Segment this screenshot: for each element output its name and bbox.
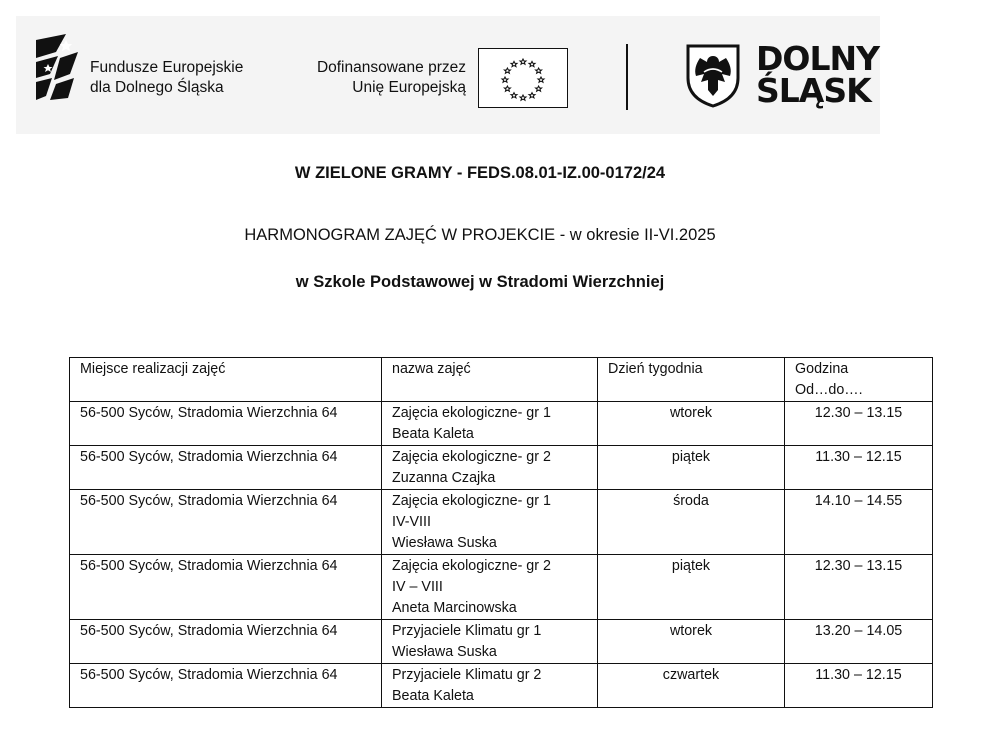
cell-place: 56-500 Syców, Stradomia Wierzchnia 64 bbox=[70, 620, 382, 664]
eu-flag-icon bbox=[478, 48, 568, 108]
cell-name bbox=[382, 620, 598, 664]
cell-name-line: Zajęcia ekologiczne- gr 1 bbox=[392, 493, 551, 509]
table-row bbox=[70, 620, 933, 664]
dolny-slask-wordmark bbox=[756, 39, 879, 110]
logo-separator bbox=[626, 44, 628, 110]
cell-place: 56-500 Syców, Stradomia Wierzchnia 64 bbox=[70, 490, 382, 555]
logo-band bbox=[16, 16, 880, 134]
fe-line-1: Fundusze Europejskie bbox=[90, 59, 244, 76]
cell-name-line: Przyjaciele Klimatu gr 2 bbox=[392, 667, 542, 683]
table-row bbox=[70, 402, 933, 446]
cell-teacher: Aneta Marcinowska bbox=[392, 600, 517, 616]
schedule-table bbox=[69, 357, 933, 708]
cell-grades: IV-VIII bbox=[392, 514, 431, 530]
region-line-1: DOLNY bbox=[756, 39, 879, 78]
cell-name bbox=[382, 446, 598, 490]
table-row bbox=[70, 664, 933, 708]
cell-name-line: Zajęcia ekologiczne- gr 2 bbox=[392, 449, 551, 465]
cell-day: wtorek bbox=[598, 402, 785, 446]
cell-hours: 12.30 – 13.15 bbox=[785, 555, 933, 620]
table-row bbox=[70, 555, 933, 620]
header-day: Dzień tygodnia bbox=[598, 358, 785, 402]
cofin-line-2: Unię Europejską bbox=[352, 79, 466, 96]
cell-day: czwartek bbox=[598, 664, 785, 708]
cell-hours: 14.10 – 14.55 bbox=[785, 490, 933, 555]
cell-name bbox=[382, 555, 598, 620]
cell-hours: 12.30 – 13.15 bbox=[785, 402, 933, 446]
cell-day: piątek bbox=[598, 446, 785, 490]
cell-name bbox=[382, 402, 598, 446]
header-place: Miejsce realizacji zajęć bbox=[70, 358, 382, 402]
cell-name-line: Zajęcia ekologiczne- gr 1 bbox=[392, 405, 551, 421]
cell-hours: 11.30 – 12.15 bbox=[785, 664, 933, 708]
cell-place: 56-500 Syców, Stradomia Wierzchnia 64 bbox=[70, 555, 382, 620]
school-title: w Szkole Podstawowej w Stradomi Wierzchniej bbox=[295, 273, 665, 291]
cell-day: piątek bbox=[598, 555, 785, 620]
cofin-line-1: Dofinansowane przez bbox=[316, 59, 466, 76]
header-name: nazwa zajęć bbox=[382, 358, 598, 402]
cell-name bbox=[382, 490, 598, 555]
cell-teacher: Zuzanna Czajka bbox=[392, 470, 496, 486]
cell-day: wtorek bbox=[598, 620, 785, 664]
header-hours bbox=[785, 358, 933, 402]
cofinanced-text bbox=[278, 58, 466, 98]
cell-place: 56-500 Syców, Stradomia Wierzchnia 64 bbox=[70, 402, 382, 446]
fundusze-europejskie-logo-icon bbox=[36, 34, 78, 100]
cell-day: środa bbox=[598, 490, 785, 555]
cell-name bbox=[382, 664, 598, 708]
schedule-title: HARMONOGRAM ZAJĘĆ W PROJEKCIE - w okresie II-VI.2025 bbox=[244, 226, 716, 244]
cell-place: 56-500 Syców, Stradomia Wierzchnia 64 bbox=[70, 664, 382, 708]
header-hours-line-2: Od…do…. bbox=[795, 382, 863, 398]
cell-teacher: Wiesława Suska bbox=[392, 535, 497, 551]
project-title: W ZIELONE GRAMY - FEDS.08.01-IZ.00-0172/24 bbox=[294, 164, 666, 182]
cell-name-line: Przyjaciele Klimatu gr 1 bbox=[392, 623, 542, 639]
table-row bbox=[70, 490, 933, 555]
fe-line-2: dla Dolnego Śląska bbox=[90, 79, 224, 96]
cell-hours: 13.20 – 14.05 bbox=[785, 620, 933, 664]
table-row bbox=[70, 446, 933, 490]
cell-teacher: Wiesława Suska bbox=[392, 644, 497, 660]
header-hours-line-1: Godzina bbox=[795, 361, 849, 377]
table-header-row bbox=[70, 358, 933, 402]
cell-teacher: Beata Kaleta bbox=[392, 688, 474, 704]
region-line-2: ŚLĄSK bbox=[756, 71, 871, 110]
cell-hours: 11.30 – 12.15 bbox=[785, 446, 933, 490]
cell-teacher: Beata Kaleta bbox=[392, 426, 474, 442]
fe-logo-text bbox=[90, 58, 243, 98]
lower-silesia-eagle-crest-icon bbox=[686, 44, 740, 108]
cell-name-line: Zajęcia ekologiczne- gr 2 bbox=[392, 558, 551, 574]
cell-grades: IV – VIII bbox=[392, 579, 443, 595]
cell-place: 56-500 Syców, Stradomia Wierzchnia 64 bbox=[70, 446, 382, 490]
